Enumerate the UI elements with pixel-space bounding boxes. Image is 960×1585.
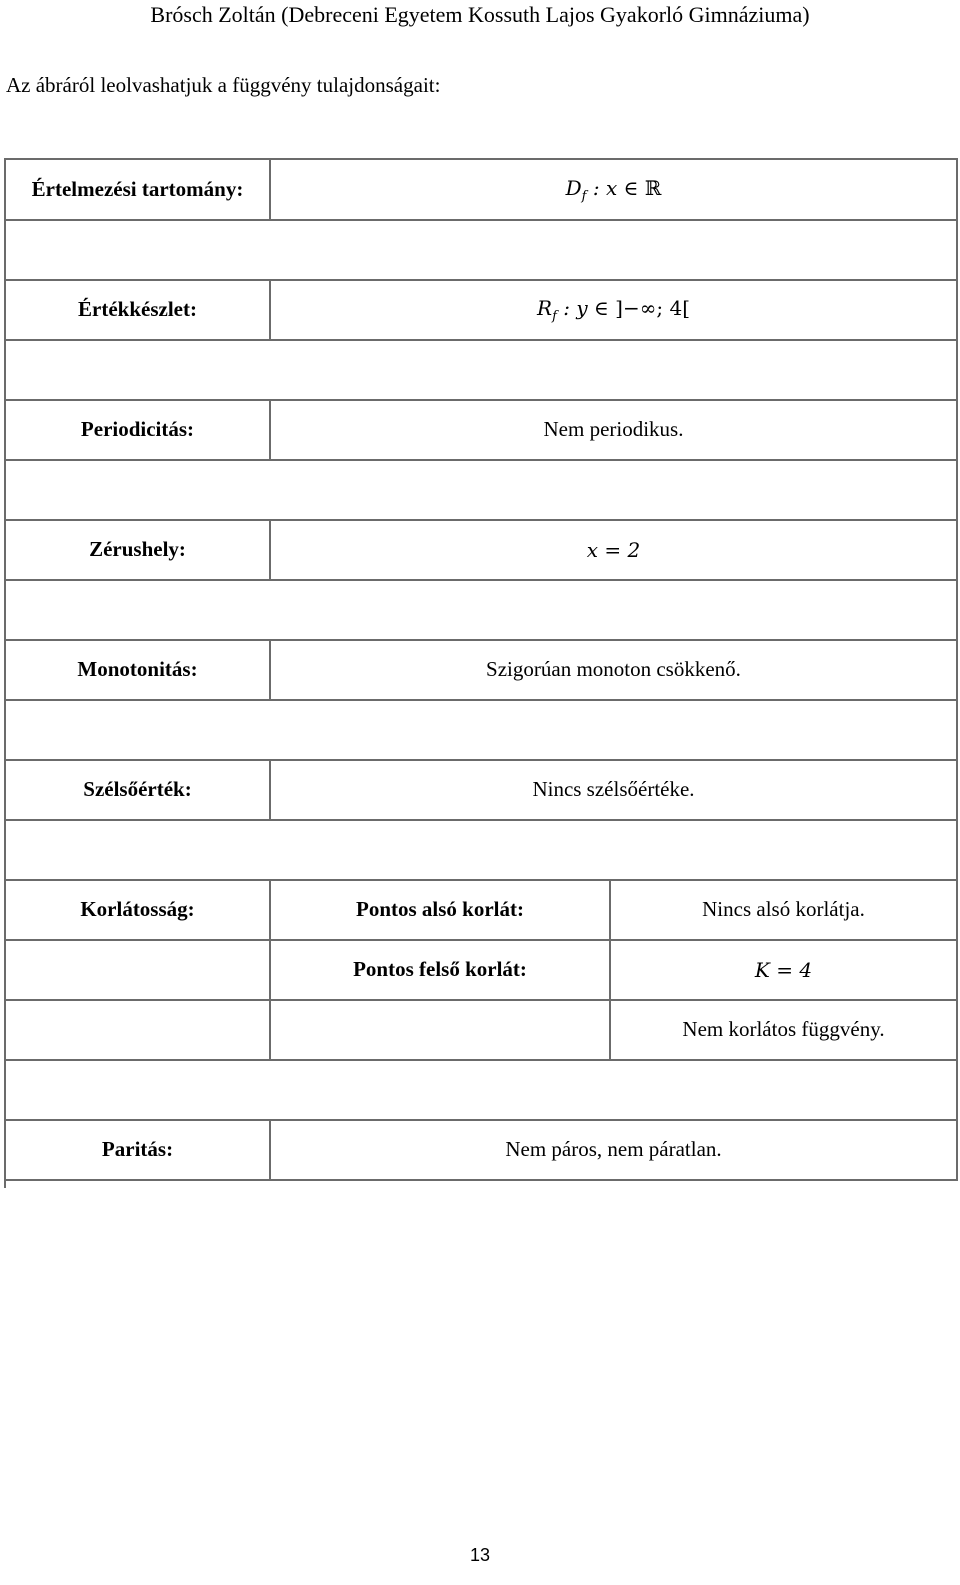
domain-value: $D_f$ : x ∈ ℝ xyxy=(271,160,958,221)
page-header: Brósch Zoltán (Debreceni Egyetem Kossuth Lajos Gyakorló Gimnáziuma) xyxy=(150,2,810,27)
spacer-row xyxy=(6,340,958,401)
lower-bound-label: Pontos alsó korlát: xyxy=(271,880,611,941)
table-row xyxy=(6,400,958,461)
extremum-value: Nincs szélsőértéke. xyxy=(271,760,958,821)
zero-label: Zérushely: xyxy=(6,520,271,581)
table-row xyxy=(6,760,958,821)
table-row xyxy=(6,1000,958,1061)
spacer-row xyxy=(6,700,958,761)
periodicity-label: Periodicitás: xyxy=(6,400,271,461)
bounded-value: Nem korlátos függvény. xyxy=(611,1000,958,1061)
upper-bound-value: K = 4 xyxy=(611,940,958,1001)
table-row xyxy=(6,160,958,221)
periodicity-value: Nem periodikus. xyxy=(271,400,958,461)
monotonicity-label: Monotonitás: xyxy=(6,640,271,701)
zero-value: x = 2 xyxy=(271,520,958,581)
table-row xyxy=(6,280,958,341)
spacer-row xyxy=(6,580,958,641)
table-row xyxy=(6,520,958,581)
spacer-row xyxy=(6,460,958,521)
spacer-row xyxy=(6,220,958,281)
table-row xyxy=(6,640,958,701)
range-label: Értékkészlet: xyxy=(6,280,271,341)
upper-bound-label: Pontos felső korlát: xyxy=(271,940,611,1001)
properties-table xyxy=(4,158,958,1188)
spacer-row xyxy=(6,1060,958,1121)
domain-label: Értelmezési tartomány: xyxy=(6,160,271,221)
lower-bound-value: Nincs alsó korlátja. xyxy=(611,880,958,941)
table-row xyxy=(6,1120,958,1181)
range-value: $R_f$ : y ∈ ]−∞; 4[ xyxy=(271,280,958,341)
parity-value: Nem páros, nem páratlan. xyxy=(271,1120,958,1181)
table-row xyxy=(6,880,958,941)
page-number: 13 xyxy=(469,1545,491,1565)
parity-label: Paritás: xyxy=(6,1120,271,1181)
monotonicity-value: Szigorúan monoton csökkenő. xyxy=(271,640,958,701)
bounded-label: Korlátosság: xyxy=(6,880,271,941)
extremum-label: Szélsőérték: xyxy=(6,760,271,821)
spacer-row xyxy=(6,820,958,881)
intro-text: Az ábráról leolvashatjuk a függvény tulajdonságait: xyxy=(6,73,441,97)
table-row xyxy=(6,940,958,1001)
